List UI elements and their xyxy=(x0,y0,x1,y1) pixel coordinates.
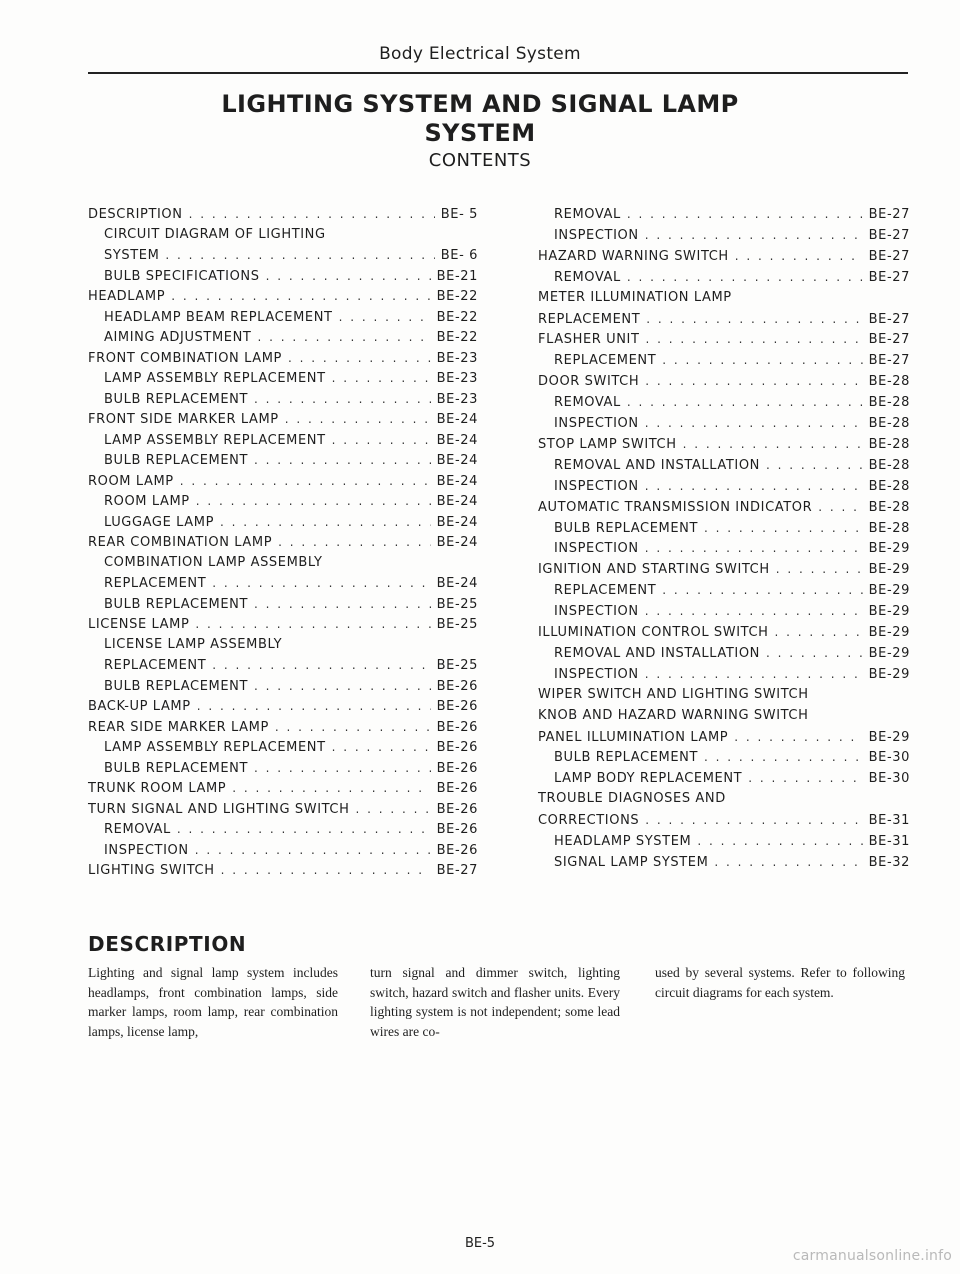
toc-leader-dots xyxy=(197,697,431,715)
toc-entry-page: BE-26 xyxy=(436,842,478,858)
toc-leader-dots xyxy=(275,718,431,736)
toc-entry-label: SYSTEM xyxy=(104,248,160,263)
toc-entry xyxy=(88,472,478,490)
toc-leader-dots xyxy=(776,560,863,578)
toc-entry-label: KNOB AND HAZARD WARNING SWITCH xyxy=(538,707,809,723)
toc-entry-page: BE-28 xyxy=(868,436,910,452)
toc-entry xyxy=(88,205,478,223)
toc-leader-dots xyxy=(646,330,863,348)
toc-entry-page: BE-29 xyxy=(868,583,910,599)
toc-leader-dots xyxy=(221,861,431,879)
toc-entry-label: LAMP ASSEMBLY REPLACEMENT xyxy=(104,740,326,755)
toc-entry xyxy=(88,820,478,838)
toc-entry-label: BULB SPECIFICATIONS xyxy=(104,268,260,284)
page-title-line-1: LIGHTING SYSTEM AND SIGNAL LAMP xyxy=(221,90,739,118)
toc-entry-label: REMOVAL xyxy=(104,822,171,837)
toc-entry xyxy=(538,477,910,495)
toc-entry xyxy=(88,615,478,633)
toc-leader-dots xyxy=(171,287,430,305)
toc-leader-dots xyxy=(735,247,863,265)
toc-entry xyxy=(538,372,910,390)
toc-entry-label: LICENSE LAMP xyxy=(88,617,190,632)
toc-entry-label: PANEL ILLUMINATION LAMP xyxy=(538,729,729,745)
toc-entry-label: BULB REPLACEMENT xyxy=(554,750,699,766)
toc-entry-label: INSPECTION xyxy=(554,478,639,494)
toc-entry-label: TURN SIGNAL AND LIGHTING SWITCH xyxy=(88,801,350,817)
toc-entry-page: BE-29 xyxy=(868,562,910,578)
toc-entry-label: AIMING ADJUSTMENT xyxy=(104,330,252,345)
toc-entry-label: SIGNAL LAMP SYSTEM xyxy=(554,854,709,870)
toc-entry xyxy=(88,328,478,346)
toc-entry-page: BE-30 xyxy=(868,750,910,766)
toc-leader-dots xyxy=(766,456,863,474)
toc-entry-label: INSPECTION xyxy=(554,666,639,682)
toc-entry-page: BE-27 xyxy=(868,269,910,285)
toc-entry-label: IGNITION AND STARTING SWITCH xyxy=(538,562,770,578)
toc-entry-label: ROOM LAMP xyxy=(104,494,190,509)
toc-entry-label: BULB REPLACEMENT xyxy=(104,678,249,694)
toc-entry-page: BE-32 xyxy=(868,854,910,870)
page-title-line-2: SYSTEM xyxy=(424,119,536,147)
description-column-3: used by several systems. Refer to following circuit diagrams for each system. xyxy=(655,965,905,1000)
toc-entry xyxy=(538,435,910,453)
toc-entry xyxy=(88,759,478,777)
toc-entry xyxy=(538,811,910,829)
toc-entry xyxy=(88,861,478,879)
toc-entry xyxy=(88,492,478,510)
toc-entry xyxy=(538,351,910,369)
toc-entry-page: BE-28 xyxy=(868,395,910,411)
toc-entry xyxy=(538,790,910,808)
toc-leader-dots xyxy=(288,349,431,367)
toc-entry-page: BE-29 xyxy=(868,625,910,640)
toc-leader-dots xyxy=(189,205,435,223)
toc-entry xyxy=(538,769,910,787)
header-rule xyxy=(88,72,908,74)
toc-entry-label: INSPECTION xyxy=(554,416,639,431)
toc-entry xyxy=(88,308,478,326)
toc-entry xyxy=(538,707,910,725)
toc-entry-page: BE-31 xyxy=(868,834,910,849)
toc-entry-page: BE-25 xyxy=(436,658,478,673)
toc-entry-page: BE-29 xyxy=(868,604,910,620)
toc-entry-label: REMOVAL xyxy=(554,395,621,411)
toc-entry-label: INSPECTION xyxy=(554,541,639,557)
toc-entry-label: HEADLAMP BEAM REPLACEMENT xyxy=(104,309,333,325)
toc-entry-page: BE-26 xyxy=(436,719,478,735)
toc-leader-dots xyxy=(254,451,431,469)
toc-leader-dots xyxy=(180,472,431,490)
toc-leader-dots xyxy=(714,853,862,871)
toc-entry-page: BE-29 xyxy=(868,729,910,745)
toc-entry-page: BE-26 xyxy=(436,781,478,796)
toc-entry-label: TROUBLE DIAGNOSES AND xyxy=(538,791,726,807)
toc-leader-dots xyxy=(254,595,431,613)
toc-entry xyxy=(538,644,910,662)
toc-entry-page: BE-28 xyxy=(868,478,910,494)
toc-entry xyxy=(538,581,910,599)
toc-entry xyxy=(538,247,910,265)
toc-entry-label: CIRCUIT DIAGRAM OF LIGHTING xyxy=(104,226,326,242)
toc-leader-dots xyxy=(662,581,862,599)
toc-entry-label: REAR SIDE MARKER LAMP xyxy=(88,719,269,735)
toc-leader-dots xyxy=(332,369,431,387)
toc-leader-dots xyxy=(766,644,863,662)
toc-entry-page: BE-23 xyxy=(436,371,478,386)
toc-leader-dots xyxy=(818,498,862,516)
toc-entry xyxy=(88,410,478,428)
toc-entry xyxy=(88,595,478,613)
toc-entry xyxy=(88,390,478,408)
toc-entry xyxy=(88,349,478,367)
toc-entry-page: BE-26 xyxy=(436,822,478,837)
toc-leader-dots xyxy=(254,759,431,777)
toc-leader-dots xyxy=(254,677,431,695)
toc-entry-page: BE-27 xyxy=(868,353,910,369)
toc-leader-dots xyxy=(645,226,863,244)
toc-entry xyxy=(538,414,910,432)
toc-entry-page: BE-26 xyxy=(436,801,478,817)
toc-entry-label: REMOVAL xyxy=(554,269,621,285)
toc-leader-dots xyxy=(627,393,863,411)
toc-entry-label: BULB REPLACEMENT xyxy=(104,760,249,776)
toc-entry xyxy=(538,560,910,578)
toc-entry-label: BULB REPLACEMENT xyxy=(104,453,249,468)
toc-entry-page: BE- 5 xyxy=(440,207,478,222)
toc-leader-dots xyxy=(645,477,863,495)
toc-entry-label: REAR COMBINATION LAMP xyxy=(88,535,273,550)
toc-entry xyxy=(538,665,910,683)
toc-leader-dots xyxy=(212,574,430,592)
toc-entry xyxy=(88,451,478,469)
toc-leader-dots xyxy=(627,268,863,286)
toc-entry-page: BE-28 xyxy=(868,457,910,473)
toc-entry xyxy=(88,697,478,715)
toc-leader-dots xyxy=(196,492,431,510)
toc-entry-page: BE-27 xyxy=(868,311,910,327)
page-title xyxy=(0,90,960,148)
toc-entry-label: LIGHTING SWITCH xyxy=(88,863,215,878)
toc-entry-label: TRUNK ROOM LAMP xyxy=(88,781,227,796)
toc-entry-page: BE-26 xyxy=(436,699,478,714)
toc-entry-page: BE- 6 xyxy=(440,248,478,263)
toc-leader-dots xyxy=(646,310,862,328)
toc-entry-page: BE-29 xyxy=(868,666,910,682)
toc-entry-label: BULB REPLACEMENT xyxy=(554,520,699,536)
toc-entry xyxy=(88,841,478,859)
toc-entry xyxy=(538,748,910,766)
toc-entry-label: FLASHER UNIT xyxy=(538,332,640,348)
toc-entry xyxy=(88,677,478,695)
toc-leader-dots xyxy=(645,602,863,620)
toc-leader-dots xyxy=(627,205,863,223)
toc-entry xyxy=(538,539,910,557)
toc-entry xyxy=(538,205,910,223)
toc-entry-label: COMBINATION LAMP ASSEMBLY xyxy=(104,554,323,570)
running-head: Body Electrical System xyxy=(379,44,581,64)
toc-entry-label: DOOR SWITCH xyxy=(538,374,640,390)
toc-entry-label: REPLACEMENT xyxy=(538,311,641,327)
toc-entry-page: BE-24 xyxy=(436,453,478,468)
toc-entry xyxy=(538,226,910,244)
toc-entry-label: LAMP ASSEMBLY REPLACEMENT xyxy=(104,371,326,386)
toc-entry xyxy=(88,369,478,387)
toc-entry-page: BE-27 xyxy=(868,227,910,243)
toc-entry xyxy=(538,623,910,641)
toc-entry-label: REPLACEMENT xyxy=(554,583,657,599)
description-column-1: Lighting and signal lamp system includes headlamps, front combination lamps, side marker lamps, room lamp, rear combination lamps, license lamp, xyxy=(88,965,338,1039)
toc-entry-page: BE-27 xyxy=(868,248,910,264)
toc-entry-label: REPLACEMENT xyxy=(104,576,207,591)
toc-entry-page: BE-25 xyxy=(436,596,478,612)
toc-entry-label: ILLUMINATION CONTROL SWITCH xyxy=(538,625,769,640)
toc-leader-dots xyxy=(332,431,431,449)
toc-entry-page: BE-23 xyxy=(436,350,478,366)
toc-entry-page: BE-29 xyxy=(868,541,910,557)
toc-entry-label: HEADLAMP xyxy=(88,289,166,304)
toc-leader-dots xyxy=(339,308,431,326)
toc-entry-page: BE-21 xyxy=(436,268,478,284)
toc-leader-dots xyxy=(232,779,430,797)
toc-leader-dots xyxy=(212,656,430,674)
watermark: carmanualsonline.info xyxy=(792,1248,952,1264)
toc-entry-page: BE-28 xyxy=(868,416,910,431)
toc-entry-label: FRONT SIDE MARKER LAMP xyxy=(88,412,279,427)
description-column-2: turn signal and dimmer switch, lighting switch, hazard switch and flasher units. Every lighting system is not independent; some lead wires are co- xyxy=(370,965,620,1039)
toc-entry xyxy=(88,738,478,756)
toc-entry-page: BE-22 xyxy=(436,309,478,325)
toc-entry-page: BE-29 xyxy=(868,645,910,661)
toc-leader-dots xyxy=(645,414,863,432)
toc-leader-dots xyxy=(220,513,431,531)
toc-leader-dots xyxy=(704,748,863,766)
toc-leader-dots xyxy=(734,728,862,746)
toc-entry-page: BE-24 xyxy=(436,494,478,509)
toc-entry-label: REMOVAL AND INSTALLATION xyxy=(554,457,760,473)
toc-entry-page: BE-24 xyxy=(436,535,478,550)
toc-entry-page: BE-22 xyxy=(436,330,478,345)
toc-entry xyxy=(538,728,910,746)
toc-leader-dots xyxy=(683,435,863,453)
toc-entry-label: INSPECTION xyxy=(554,227,639,243)
toc-entry-label: LICENSE LAMP ASSEMBLY xyxy=(104,636,283,652)
toc-leader-dots xyxy=(254,390,431,408)
toc-entry-label: REPLACEMENT xyxy=(104,658,207,673)
toc-entry xyxy=(88,779,478,797)
toc-leader-dots xyxy=(697,832,862,850)
toc-entry xyxy=(88,533,478,551)
toc-leader-dots xyxy=(278,533,430,551)
toc-leader-dots xyxy=(285,410,431,428)
toc-entry xyxy=(538,686,910,704)
toc-entry-page: BE-28 xyxy=(868,499,910,515)
toc-leader-dots xyxy=(257,328,430,346)
toc-leader-dots xyxy=(662,351,862,369)
toc-entry-label: FRONT COMBINATION LAMP xyxy=(88,350,282,366)
toc-entry-label: WIPER SWITCH AND LIGHTING SWITCH xyxy=(538,686,809,702)
toc-leader-dots xyxy=(165,246,434,264)
toc-entry-label: REMOVAL AND INSTALLATION xyxy=(554,645,760,661)
toc-entry xyxy=(88,287,478,305)
toc-entry xyxy=(538,268,910,286)
toc-leader-dots xyxy=(775,623,863,641)
toc-entry-page: BE-28 xyxy=(868,374,910,390)
toc-entry-label: LAMP ASSEMBLY REPLACEMENT xyxy=(104,432,326,448)
toc-entry-label: METER ILLUMINATION LAMP xyxy=(538,289,732,305)
toc-entry xyxy=(538,289,910,307)
toc-entry xyxy=(88,267,478,285)
toc-entry xyxy=(88,513,478,531)
toc-entry-page: BE-26 xyxy=(436,678,478,694)
toc-leader-dots xyxy=(645,372,862,390)
toc-entry-page: BE-24 xyxy=(436,412,478,427)
toc-entry xyxy=(538,602,910,620)
toc-entry xyxy=(88,226,478,244)
toc-entry-label: BULB REPLACEMENT xyxy=(104,596,249,612)
toc-entry-page: BE-27 xyxy=(868,207,910,222)
toc-entry-page: BE-24 xyxy=(436,576,478,591)
toc-entry-page: BE-24 xyxy=(436,514,478,530)
toc-entry-page: BE-27 xyxy=(436,863,478,878)
toc-entry-page: BE-30 xyxy=(868,771,910,787)
toc-entry-page: BE-24 xyxy=(436,473,478,489)
toc-entry-label: LUGGAGE LAMP xyxy=(104,514,215,530)
toc-entry xyxy=(538,498,910,516)
toc-entry-label: INSPECTION xyxy=(104,842,189,858)
toc-entry-page: BE-25 xyxy=(436,617,478,632)
toc-entry xyxy=(88,800,478,818)
toc-entry-label: REMOVAL xyxy=(554,207,621,222)
toc-leader-dots xyxy=(645,665,863,683)
toc-entry-label: ROOM LAMP xyxy=(88,473,174,489)
toc-leader-dots xyxy=(704,519,863,537)
toc-entry-label: CORRECTIONS xyxy=(538,813,640,829)
toc-entry-label: REPLACEMENT xyxy=(554,353,657,369)
toc-entry-page: BE-31 xyxy=(868,813,910,829)
toc-entry xyxy=(538,853,910,871)
toc-entry-label: AUTOMATIC TRANSMISSION INDICATOR xyxy=(538,499,813,515)
toc-entry xyxy=(88,636,478,654)
toc-entry-label: LAMP BODY REPLACEMENT xyxy=(554,771,743,787)
toc-leader-dots xyxy=(195,841,431,859)
toc-leader-dots xyxy=(266,267,431,285)
toc-entry xyxy=(538,832,910,850)
toc-leader-dots xyxy=(355,800,430,818)
toc-entry-label: DESCRIPTION xyxy=(88,207,183,222)
toc-entry xyxy=(88,718,478,736)
toc-entry-page: BE-27 xyxy=(868,332,910,348)
toc-entry xyxy=(538,456,910,474)
contents-heading: CONTENTS xyxy=(428,150,532,171)
toc-entry xyxy=(88,656,478,674)
toc-entry xyxy=(538,519,910,537)
toc-entry-label: INSPECTION xyxy=(554,604,639,620)
toc-entry-page: BE-24 xyxy=(436,432,478,448)
toc-entry-label: HAZARD WARNING SWITCH xyxy=(538,248,729,264)
toc-leader-dots xyxy=(177,820,431,838)
toc-leader-dots xyxy=(195,615,430,633)
toc-leader-dots xyxy=(332,738,431,756)
toc-entry xyxy=(538,330,910,348)
toc-entry-page: BE-26 xyxy=(436,760,478,776)
toc-entry-page: BE-23 xyxy=(436,391,478,407)
description-heading: DESCRIPTION xyxy=(88,932,247,956)
toc-entry-page: BE-26 xyxy=(436,740,478,755)
toc-entry-label: BACK-UP LAMP xyxy=(88,699,191,714)
toc-entry xyxy=(538,393,910,411)
toc-leader-dots xyxy=(645,539,863,557)
toc-entry xyxy=(88,246,478,264)
toc-entry-page: BE-28 xyxy=(868,520,910,536)
toc-entry-label: STOP LAMP SWITCH xyxy=(538,436,677,452)
toc-entry-label: HEADLAMP SYSTEM xyxy=(554,834,692,849)
toc-entry-label: BULB REPLACEMENT xyxy=(104,391,249,407)
toc-entry xyxy=(538,310,910,328)
toc-entry xyxy=(88,431,478,449)
toc-leader-dots xyxy=(645,811,862,829)
page-number: BE-5 xyxy=(464,1236,496,1251)
toc-entry-page: BE-22 xyxy=(436,289,478,304)
toc-leader-dots xyxy=(748,769,862,787)
toc-entry xyxy=(88,574,478,592)
toc-entry xyxy=(88,554,478,572)
